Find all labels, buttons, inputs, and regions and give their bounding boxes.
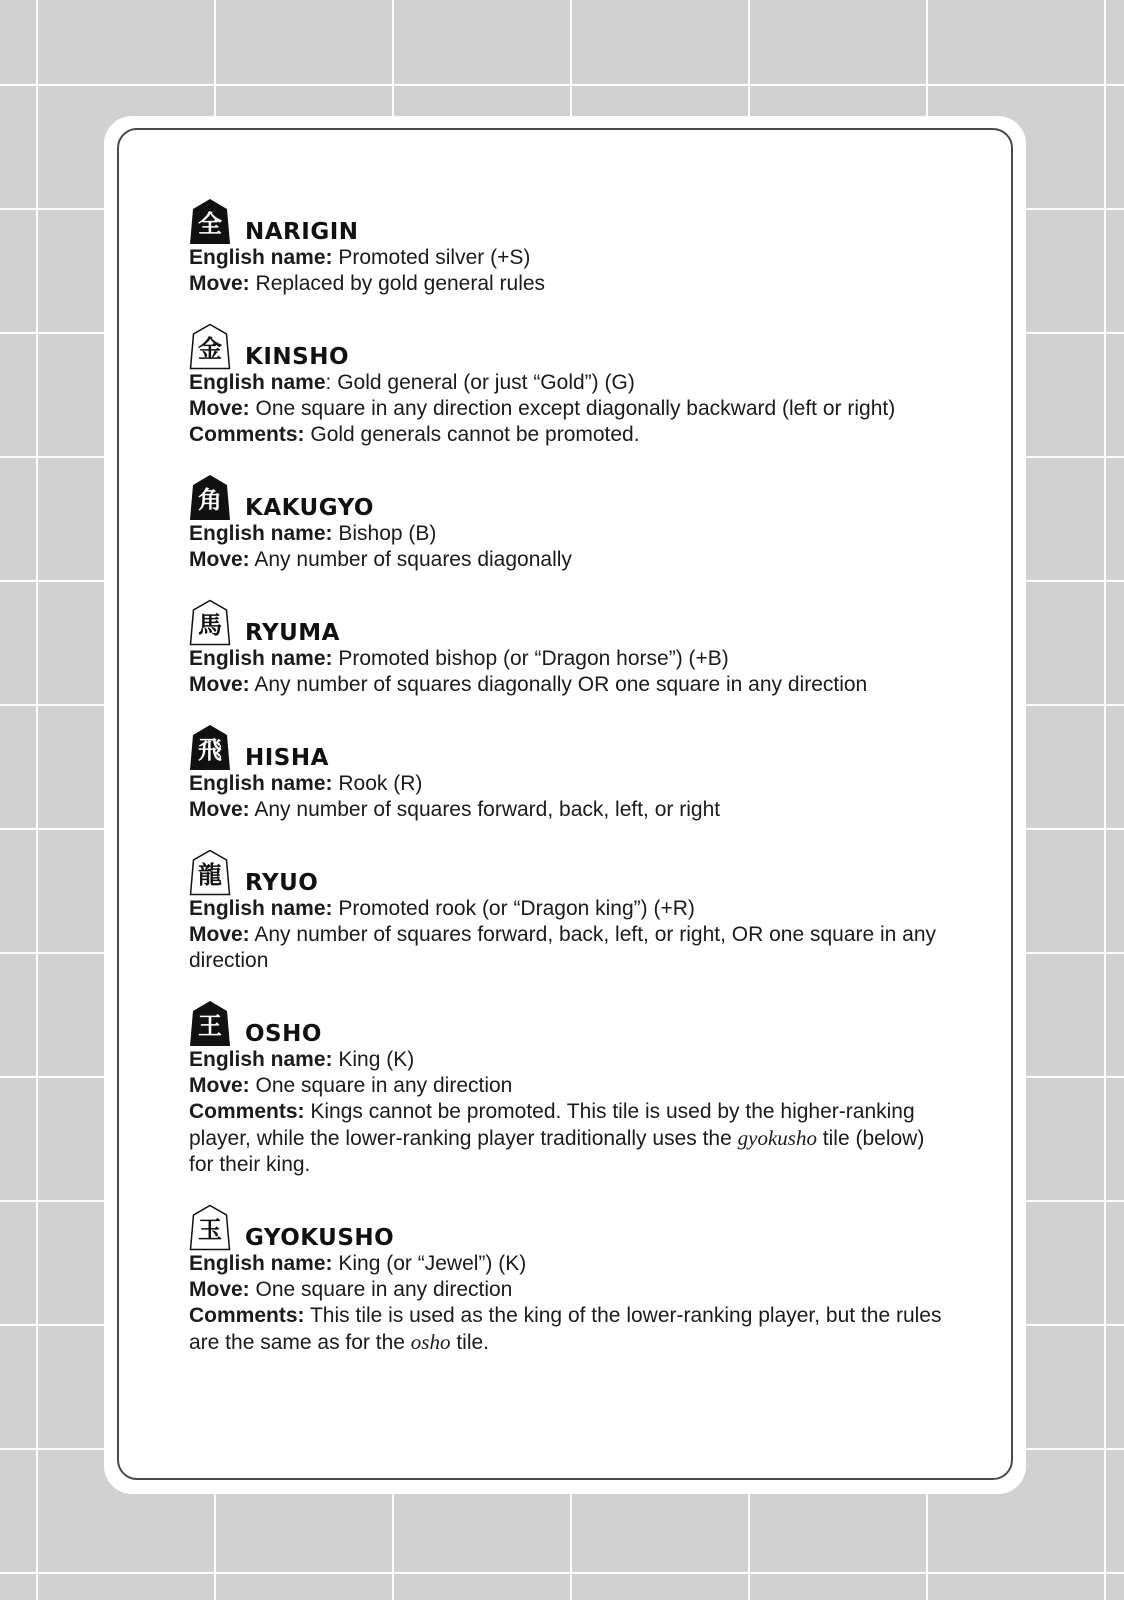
piece-title: NARIGIN [245, 219, 359, 245]
rule-text: tile (below) for their king. [189, 1127, 925, 1176]
italic-term: osho [410, 1330, 451, 1354]
rule-text: Any number of squares forward, back, left, or right, OR one square in any direction [189, 923, 937, 972]
rule-label: English name: [189, 522, 333, 545]
piece-narigin [189, 196, 949, 297]
rule-text: Bishop (B) [338, 522, 437, 545]
rule-text: Promoted bishop (or “Dragon horse”) (+B) [338, 647, 729, 670]
rule-label: English name: [189, 246, 333, 269]
piece-title: KAKUGYO [245, 495, 374, 521]
piece-ryuma [189, 597, 949, 698]
rule-text: This tile is used as the king of the lower-ranking player, but the rules are the same as for the [189, 1304, 942, 1354]
rule-line [189, 1047, 949, 1073]
rule-line [189, 922, 949, 974]
rule-line [189, 396, 949, 422]
piece-list [189, 196, 949, 1356]
rule-label: Move: [189, 1074, 250, 1097]
rule-label: Move: [189, 673, 250, 696]
rule-line [189, 547, 949, 573]
piece-title: RYUO [245, 870, 319, 896]
rule-line [189, 1303, 949, 1356]
rule-text: Any number of squares diagonally OR one square in any direction [254, 673, 868, 696]
rule-label: Comments: [189, 1304, 305, 1327]
rule-label: Move: [189, 397, 250, 420]
rule-text: Gold generals cannot be promoted. [310, 423, 640, 446]
rule-line [189, 271, 949, 297]
rule-label: English name: [189, 1252, 333, 1275]
piece-ryuo [189, 847, 949, 974]
rule-text: Any number of squares forward, back, left, or right [254, 798, 721, 821]
piece-title: HISHA [245, 745, 329, 771]
rule-text: King (or “Jewel”) (K) [338, 1252, 527, 1275]
ryuma-tile-icon [189, 599, 231, 646]
gyokusho-tile-icon [189, 1204, 231, 1251]
rule-line [189, 422, 949, 448]
italic-term: gyokusho [737, 1126, 817, 1150]
rule-text: One square in any direction [255, 1074, 513, 1097]
rule-label: English name: [189, 897, 333, 920]
tile-kanji: 馬 [198, 611, 222, 639]
rule-line [189, 1251, 949, 1277]
rule-line [189, 896, 949, 922]
rule-line [189, 646, 949, 672]
rule-line [189, 521, 949, 547]
rule-label: Move: [189, 798, 250, 821]
piece-hisha [189, 722, 949, 823]
rule-line [189, 797, 949, 823]
rule-label: Move: [189, 923, 250, 946]
piece-kakugyo [189, 472, 949, 573]
rule-text: : [325, 371, 332, 394]
rule-label: Move: [189, 1278, 250, 1301]
piece-gyokusho [189, 1202, 949, 1356]
tile-kanji: 飛 [198, 736, 222, 764]
rule-text: Gold general (or just “Gold”) (G) [337, 371, 635, 394]
rule-line [189, 672, 949, 698]
rule-line [189, 245, 949, 271]
piece-kinsho [189, 321, 949, 448]
rule-text: tile. [456, 1331, 490, 1354]
tile-kanji: 金 [198, 335, 222, 363]
tile-kanji: 龍 [198, 861, 222, 889]
rule-text: Kings cannot be promoted. This tile is used by the higher-ranking player, while the lower-ranking player traditionally uses the [189, 1100, 915, 1150]
tile-kanji: 玉 [198, 1216, 222, 1244]
rule-label: Comments: [189, 1100, 305, 1123]
rule-line [189, 1277, 949, 1303]
rule-label: English name: [189, 647, 333, 670]
kakugyo-tile-icon [189, 474, 231, 521]
rule-label: Move: [189, 272, 250, 295]
piece-osho [189, 998, 949, 1178]
kinsho-tile-icon [189, 323, 231, 370]
rule-label: English name: [189, 1048, 333, 1071]
hisha-tile-icon [189, 724, 231, 771]
rule-label: Move: [189, 548, 250, 571]
rule-label: English name: [189, 772, 333, 795]
piece-title: GYOKUSHO [245, 1225, 395, 1251]
rule-line [189, 1099, 949, 1178]
piece-title: KINSHO [245, 344, 349, 370]
rule-text: One square in any direction [255, 1278, 513, 1301]
rule-line [189, 771, 949, 797]
rule-text: King (K) [338, 1048, 415, 1071]
rule-text: Rook (R) [338, 772, 423, 795]
rule-text: Promoted rook (or “Dragon king”) (+R) [338, 897, 695, 920]
narigin-tile-icon [189, 198, 231, 245]
rule-label: Comments: [189, 423, 305, 446]
rule-label: English name [189, 371, 326, 394]
piece-title: RYUMA [245, 620, 340, 646]
rule-line [189, 1073, 949, 1099]
rule-text: One square in any direction except diagonally backward (left or right) [255, 397, 896, 420]
tile-kanji: 王 [198, 1012, 222, 1040]
tile-kanji: 全 [198, 210, 222, 238]
rule-text: Promoted silver (+S) [338, 246, 531, 269]
rule-text: Any number of squares diagonally [254, 548, 572, 571]
osho-tile-icon [189, 1000, 231, 1047]
rule-line [189, 370, 949, 396]
rule-text: Replaced by gold general rules [255, 272, 546, 295]
piece-title: OSHO [245, 1021, 322, 1047]
ryuo-tile-icon [189, 849, 231, 896]
tile-kanji: 角 [198, 486, 222, 514]
